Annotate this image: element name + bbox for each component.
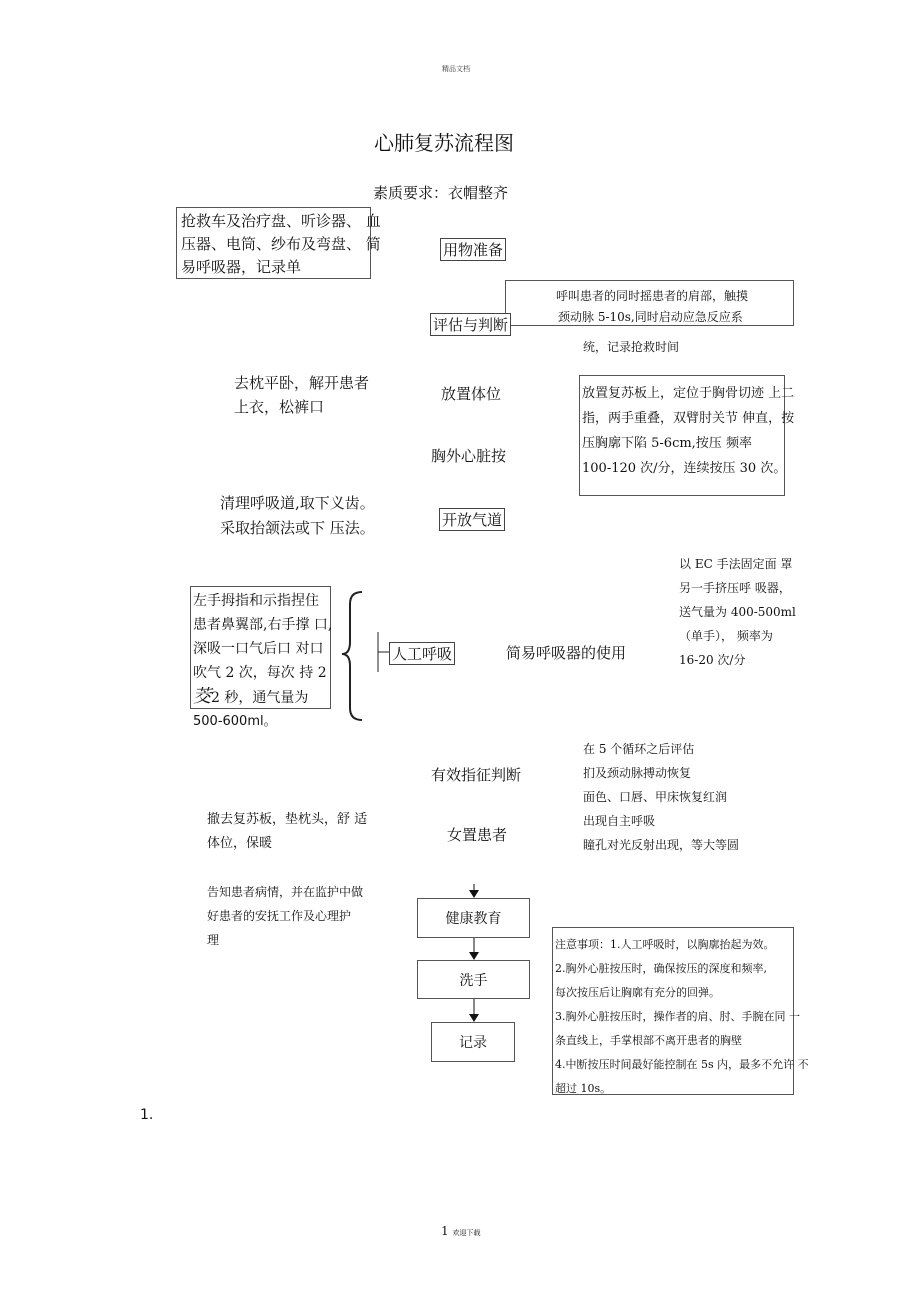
supplies-line: 压器、电筒、纱布及弯盘、 简 bbox=[181, 235, 381, 253]
mouth-to-mouth-text bbox=[193, 589, 332, 734]
airway-note bbox=[220, 491, 375, 541]
bag-note-line: 以 EC 手法固定面 罩 bbox=[679, 557, 793, 571]
requirement-text: 素质要求：衣帽整齐 bbox=[373, 184, 509, 202]
step-record: 记录 bbox=[459, 1035, 487, 1051]
notes-line: 2.胸外心脏按压时，确保按压的深度和频率, bbox=[555, 962, 767, 975]
step-handwash: 洗手 bbox=[459, 972, 488, 989]
step-compression: 胸外心脏按 bbox=[431, 447, 507, 465]
step-education: 健康教育 bbox=[445, 911, 502, 927]
assess-note-line: 呼叫患者的同时摇患者的肩部，触摸 bbox=[556, 289, 749, 303]
bag-note-line: 送气量为 400-500ml bbox=[679, 605, 796, 619]
inform-note-line: 理 bbox=[207, 933, 220, 947]
notes-line: 条直线上，手掌根部不离开患者的胸壁 bbox=[555, 1034, 742, 1047]
step-education-box bbox=[417, 898, 530, 938]
page-number: 1 bbox=[441, 1224, 449, 1238]
compression-line: 放置复苏板上，定位于胸骨切迹 上二 bbox=[582, 386, 795, 401]
step-bag-valve: 简易呼吸器的使用 bbox=[506, 644, 627, 662]
supplies-box bbox=[176, 207, 381, 279]
step-effective: 有效指征判断 bbox=[431, 766, 522, 784]
effective-note-line: 瞳孔对光反射出现，等大等圆 bbox=[583, 838, 740, 852]
step-record-box bbox=[431, 1022, 515, 1062]
position-note bbox=[234, 371, 369, 419]
inform-note-line: 好患者的安抚工作及心理护 bbox=[207, 909, 352, 923]
assess-note-box bbox=[505, 280, 794, 326]
assess-note-extra: 统，记录抢救时间 bbox=[583, 340, 680, 354]
bag-note-line: 16-20 次/分 bbox=[679, 653, 746, 667]
mouth-line: 2 秒，通气量为 bbox=[211, 690, 309, 706]
mouth-line: 深吸一口气后口 对口 bbox=[193, 641, 324, 657]
arrow-down-icon bbox=[469, 890, 479, 898]
compression-line: 压胸廓下陷 5-6cm,按压 频率 bbox=[582, 436, 752, 451]
step-ventilation: 人工呼吸 bbox=[389, 642, 455, 665]
mouth-line: 左手拇指和示指捏住 bbox=[193, 593, 319, 609]
step-position: 放置体位 bbox=[441, 385, 502, 403]
step-handwash-box bbox=[417, 960, 530, 999]
compression-box bbox=[579, 375, 795, 496]
header-watermark: 精品文档 bbox=[442, 65, 470, 73]
notes-line: 注意事项：1.人工呼吸时，以胸廓抬起为效。 bbox=[555, 938, 775, 951]
step-placement: 女置患者 bbox=[447, 826, 508, 844]
bag-note bbox=[679, 552, 796, 672]
bag-note-line: （单手）， 频率为 bbox=[679, 629, 773, 643]
step-supplies: 用物准备 bbox=[440, 238, 506, 261]
bag-note-line: 另一手挤压呼 吸器， bbox=[679, 581, 791, 595]
assess-note-line: 颈动脉 5-10s,同时启动应急反应系 bbox=[558, 310, 743, 324]
compression-line: 指，两手重叠，双臂肘关节 伸直，按 bbox=[582, 411, 795, 426]
effective-note-line: 在 5 个循环之后评估 bbox=[583, 742, 695, 756]
mouth-line: 患者鼻翼部,右手撑 口, bbox=[193, 617, 333, 633]
notes-box bbox=[552, 927, 809, 1095]
airway-note-line: 采取抬颔法或下 压法。 bbox=[220, 519, 375, 537]
page-title: 心肺复苏流程图 bbox=[374, 131, 514, 155]
list-number-marker: 1. bbox=[140, 1107, 154, 1123]
mouth-line: 吹气 2 次，每次 持 2 bbox=[193, 665, 327, 681]
notes-line: 4.中断按压时间最好能控制在 5s 内，最多不允许 不 bbox=[555, 1058, 809, 1071]
effective-note-line: 扪及颈动脉搏动恢复 bbox=[583, 766, 692, 780]
mouth-line-char: 茭 bbox=[193, 686, 211, 707]
placement-note bbox=[207, 808, 367, 856]
arrow-down-icon bbox=[469, 952, 479, 960]
notes-line: 每次按压后让胸廓有充分的回弹。 bbox=[555, 986, 720, 999]
effective-note bbox=[583, 737, 739, 857]
placement-note-line: 体位，保暖 bbox=[207, 836, 273, 851]
arrow-down-icon bbox=[469, 1014, 479, 1022]
page-note: 欢迎下载 bbox=[452, 1229, 481, 1237]
effective-note-line: 面色、口唇、甲床恢复红润 bbox=[583, 790, 728, 804]
position-note-line: 去枕平卧，解开患者 bbox=[234, 374, 370, 392]
placement-note-line: 撤去复苏板，垫枕头，舒 适 bbox=[207, 812, 368, 827]
supplies-line: 抢救车及治疗盘、听诊器、 血 bbox=[181, 212, 381, 230]
notes-line: 3.胸外心脏按压时，操作者的肩、肘、手腕在同 一 bbox=[555, 1010, 800, 1023]
compression-line: 100-120 次/分，连续按压 30 次。 bbox=[582, 461, 787, 476]
inform-note bbox=[207, 880, 363, 952]
mouth-line: 500-600ml。 bbox=[193, 714, 277, 729]
position-note-line: 上衣，松裤口 bbox=[234, 398, 325, 416]
notes-line: 超过 10s。 bbox=[555, 1082, 612, 1095]
effective-note-line: 出现自主呼吸 bbox=[583, 814, 656, 828]
supplies-line: 易呼吸器，记录单 bbox=[181, 258, 302, 276]
airway-note-line: 清理呼吸道,取下义齿。 bbox=[220, 494, 375, 512]
step-airway: 开放气道 bbox=[439, 508, 505, 531]
step-assess: 评估与判断 bbox=[430, 313, 511, 336]
page-footer bbox=[441, 1224, 480, 1238]
inform-note-line: 告知患者病情，并在监护中做 bbox=[207, 885, 364, 899]
